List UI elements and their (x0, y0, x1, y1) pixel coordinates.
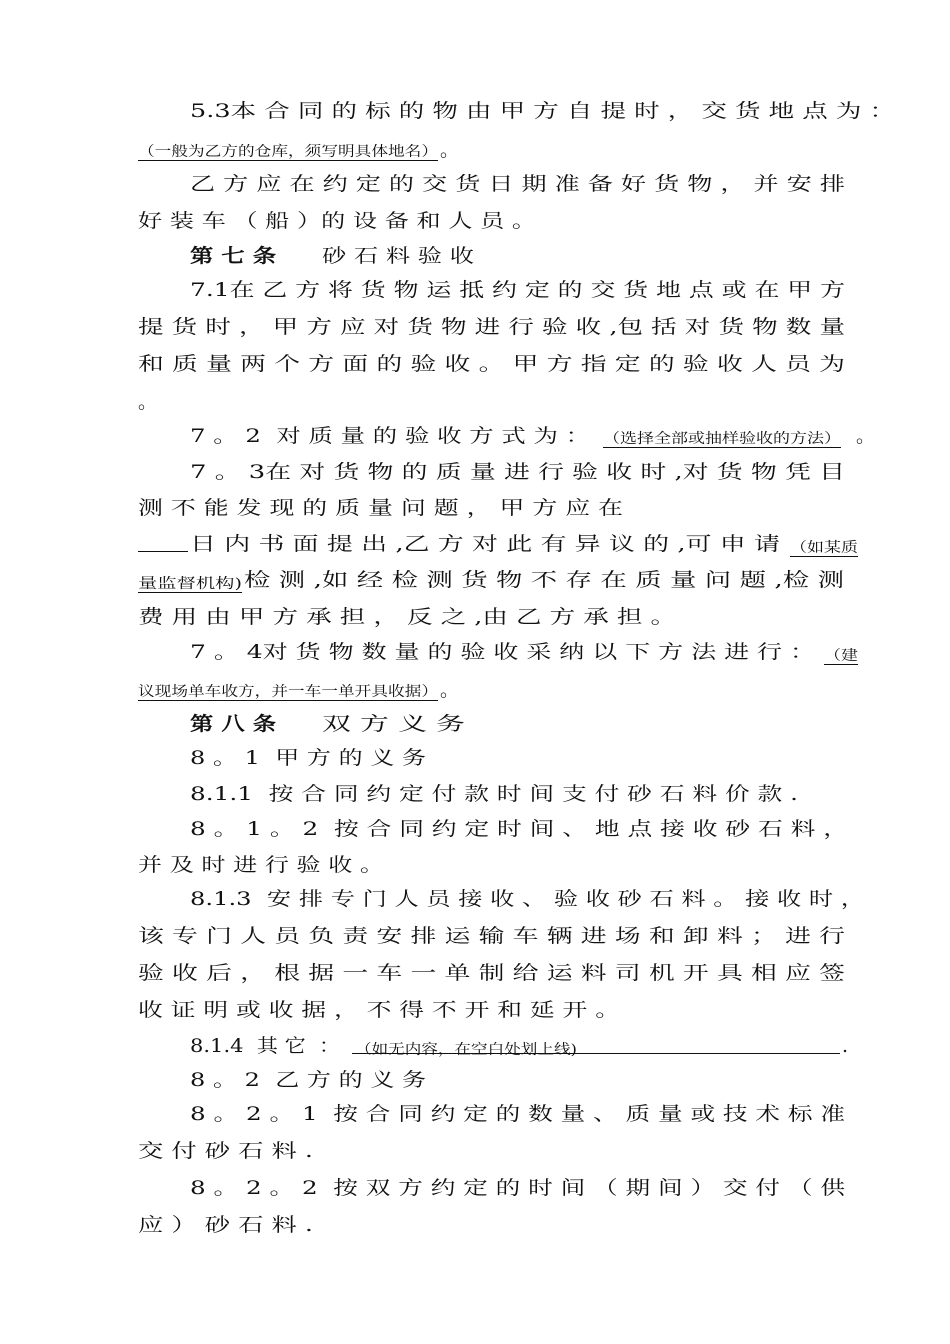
fill-in-hint: （选择全部或抽样验收的方法） (603, 431, 841, 447)
fill-in-hint: （一般为乙方的仓库，须写明具体地名） (138, 144, 438, 160)
fill-in-hint: （建 (824, 648, 858, 664)
text-line: 。 (138, 391, 158, 413)
text-line: 日 内 书 面 提 出 ,乙 方 对 此 有 异 议 的 ,可 申 请 (190, 533, 780, 555)
text-line: 该 专 门 人 员 负 责 安 排 运 输 车 辆 进 场 和 卸 料 ； 进 行 (138, 925, 845, 947)
text-line: 并 及 时 进 行 验 收 。 (138, 854, 384, 876)
text-line: 7 。 4对 货 物 数 量 的 验 收 采 纳 以 下 方 法 进 行 ： (190, 641, 815, 663)
text-line: 7 。 2 对 质 量 的 验 收 方 式 为 ： (190, 425, 590, 447)
text-line: 收 证 明 或 收 据 ， 不 得 不 开 和 延 开 。 (138, 999, 620, 1021)
text-line: 。 (440, 679, 460, 701)
article-title: 砂 石 料 验 收 (322, 245, 474, 267)
text-line: 8 。 1 甲 方 的 义 务 (190, 747, 426, 769)
text-line: . (842, 1035, 849, 1057)
text-line: 5.3本 合 同 的 标 的 物 由 甲 方 自 提 时 ， 交 货 地 点 为 ： (190, 100, 895, 122)
text-line: 7.1在 乙 方 将 货 物 运 抵 约 定 的 交 货 地 点 或 在 甲 方 (190, 279, 845, 301)
text-line: 乙 方 应 在 约 定 的 交 货 日 期 准 备 好 货 物 ， 并 安 排 (190, 173, 845, 195)
text-line: 8 。 2 。 1 按 合 同 约 定 的 数 量 、 质 量 或 技 术 标 准 (190, 1103, 845, 1125)
fill-in-hint: （如无内容，在空白处划上线) (355, 1042, 577, 1058)
fill-in-hint: 量监督机构) (138, 576, 242, 592)
text-line: 检 测 ,如 经 检 测 货 物 不 存 在 质 量 问 题 ,检 测 (244, 569, 844, 591)
blank-line (138, 532, 188, 552)
text-line: 8.1.1 按 合 同 约 定 付 款 时 间 支 付 砂 石 料 价 款 . (190, 783, 798, 805)
text-line: 8.1.3 安 排 专 门 人 员 接 收 、 验 收 砂 石 料 。 接 收 时 ， (190, 888, 865, 910)
article-heading: 第 七 条 (190, 245, 276, 267)
text-line: 提 货 时 ， 甲 方 应 对 货 物 进 行 验 收 ,包 括 对 货 物 数 量 (138, 316, 845, 338)
text-line: 。 (856, 425, 876, 447)
text-line: 费 用 由 甲 方 承 担 ， 反 之 ,由 乙 方 承 担 。 (138, 606, 676, 628)
text-line: 8 。 2 乙 方 的 义 务 (190, 1069, 426, 1091)
fill-in-underline (352, 1053, 840, 1054)
text-line: 好 装 车 （ 船 ）的 设 备 和 人 员 。 (138, 210, 536, 232)
text-line: 应 ） 砂 石 料 . (138, 1214, 313, 1236)
text-line: 交 付 砂 石 料 . (138, 1140, 313, 1162)
article-heading: 第 八 条 (190, 713, 276, 735)
text-line: 验 收 后 ， 根 据 一 车 一 单 制 给 运 料 司 机 开 具 相 应 签 (138, 962, 845, 984)
text-line: 8.1.4 其 它 ： (190, 1035, 340, 1057)
article-title: 双 方 义 务 (322, 713, 465, 735)
text-line: 和 质 量 两 个 方 面 的 验 收 。 甲 方 指 定 的 验 收 人 员 为 (138, 353, 845, 375)
text-line: 。 (440, 139, 460, 161)
fill-in-hint: 议现场单车收方，并一车一单开具收据） (138, 684, 438, 700)
text-line: 8 。 2 。 2 按 双 方 约 定 的 时 间 （ 期 间 ） 交 付 （ 供 (190, 1177, 845, 1199)
text-line: 测 不 能 发 现 的 质 量 问 题 ， 甲 方 应 在 (138, 497, 623, 519)
text-line: 7 。 3在 对 货 物 的 质 量 进 行 验 收 时 ,对 货 物 凭 目 (190, 461, 845, 483)
text-line: 8 。 1 。 2 按 合 同 约 定 时 间 、 地 点 接 收 砂 石 料 ， (190, 818, 848, 840)
fill-in-hint: （如某质 (790, 540, 858, 556)
